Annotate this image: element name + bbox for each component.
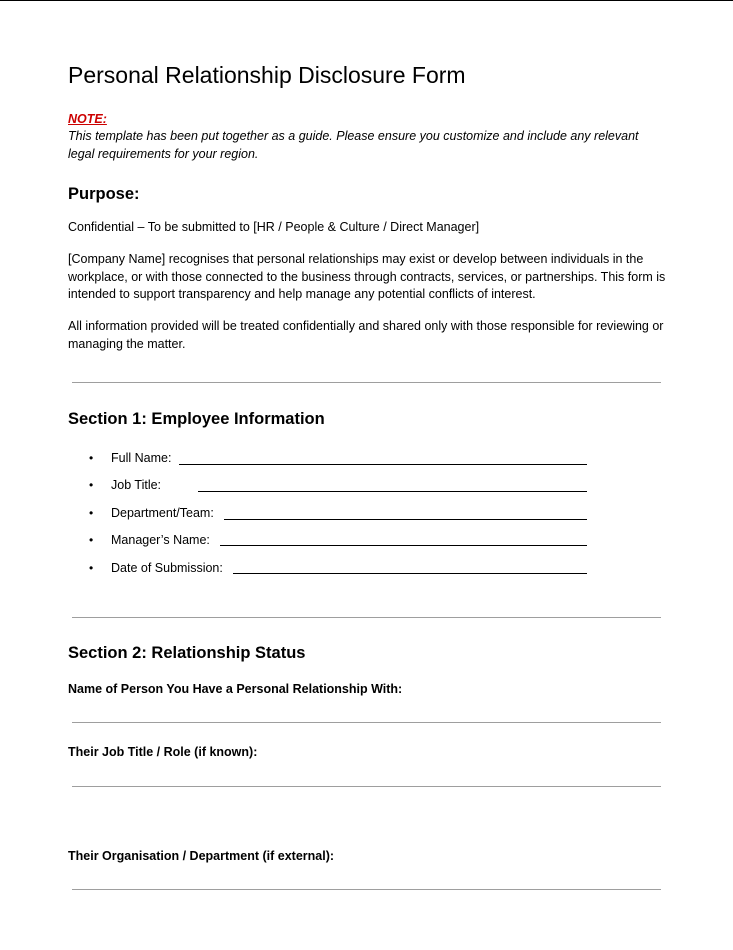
manager-name-line[interactable]	[220, 545, 587, 546]
page-title: Personal Relationship Disclosure Form	[68, 62, 466, 88]
section-divider	[72, 382, 661, 383]
job-title-label: Job Title:	[111, 478, 162, 492]
page-top-border	[0, 0, 733, 1]
related-person-role-label: Their Job Title / Role (if known):	[68, 745, 258, 759]
purpose-confidentiality-text: All information provided will be treated confidentially and shared only with those responsible for reviewing or managing the matter.	[68, 319, 664, 351]
note-label: NOTE:	[68, 112, 107, 126]
job-title-line[interactable]	[198, 491, 587, 492]
related-person-name-line[interactable]	[72, 722, 661, 723]
purpose-heading: Purpose:	[68, 185, 140, 203]
section2-heading: Section 2: Relationship Status	[68, 644, 306, 662]
bullet-marker: •	[89, 533, 94, 547]
date-of-submission-field-row	[89, 559, 589, 577]
department-label: Department/Team:	[111, 506, 214, 520]
related-person-name-label: Name of Person You Have a Personal Relationship With:	[68, 682, 403, 696]
bullet-marker: •	[89, 451, 94, 465]
department-line[interactable]	[224, 519, 587, 520]
manager-name-field-row	[89, 531, 589, 549]
related-person-organisation-label: Their Organisation / Department (if external):	[68, 849, 335, 863]
purpose-intro-text: [Company Name] recognises that personal relationships may exist or develop between individuals in the workplace, or with those connected to the business through contracts, services, or partnerships. This form is intended to support transparency and help manage any potential conflicts of interest.	[68, 252, 666, 301]
full-name-label: Full Name:	[111, 451, 172, 465]
related-person-role-line[interactable]	[72, 786, 661, 787]
bullet-marker: •	[89, 561, 94, 575]
date-of-submission-line[interactable]	[233, 573, 587, 574]
section-divider	[72, 617, 661, 618]
purpose-confidential-text: Confidential – To be submitted to [HR / People & Culture / Direct Manager]	[68, 220, 480, 234]
date-of-submission-label: Date of Submission:	[111, 561, 223, 575]
manager-name-label: Manager’s Name:	[111, 533, 210, 547]
full-name-line[interactable]	[179, 464, 587, 465]
related-person-organisation-line[interactable]	[72, 889, 661, 890]
section1-heading: Section 1: Employee Information	[68, 410, 325, 428]
bullet-marker: •	[89, 478, 94, 492]
bullet-marker: •	[89, 506, 94, 520]
note-text: This template has been put together as a guide. Please ensure you customize and include any relevant legal requirements for your region.	[68, 129, 639, 161]
